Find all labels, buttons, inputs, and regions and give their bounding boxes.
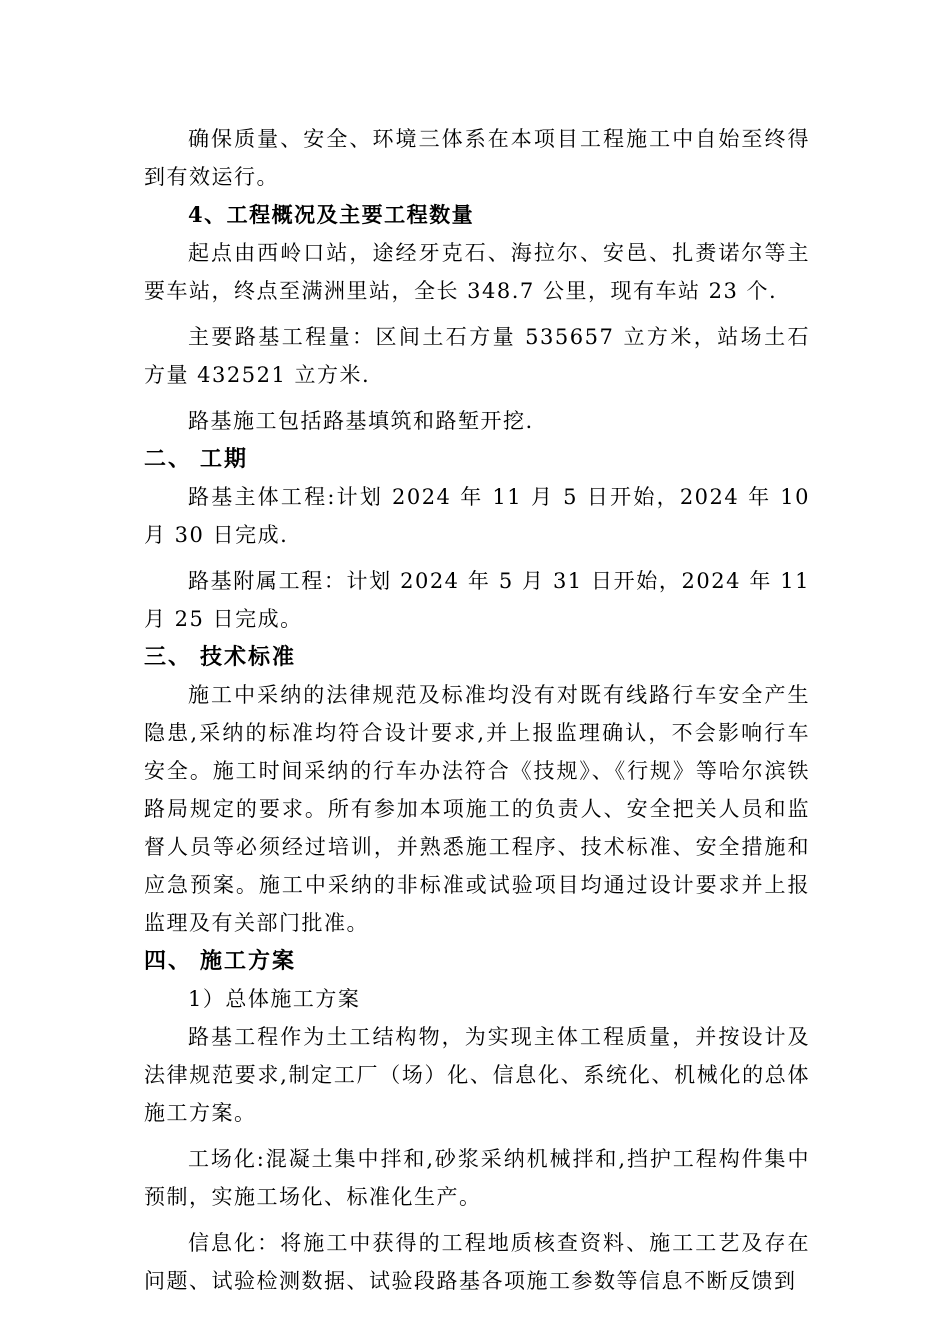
paragraph-earthwork: 主要路基工程量：区间土石方量 535657 立方米，站场土石方量 432521 立方米. — [144, 325, 810, 387]
document-page — [144, 120, 810, 1300]
section-title: 技术标准 — [200, 644, 297, 670]
section-title: 工期 — [200, 446, 249, 472]
section-number: 二、 — [144, 446, 193, 472]
section-heading-schedule — [144, 440, 810, 478]
paragraph-overall-plan: 路基工程作为土工结构物，为实现主体工程质量，并按设计及法律规范要求,制定工厂（场）化、信息化、系统化、机械化的总体施工方案。 — [144, 1025, 810, 1125]
section-number: 三、 — [144, 644, 193, 670]
section-heading-plan — [144, 942, 810, 980]
section-title: 施工方案 — [200, 948, 297, 974]
paragraph-route: 起点由西岭口站，途经牙克石、海拉尔、安邑、扎赉诺尔等主要车站，终点至满洲里站，全长 348.7 公里，现有车站 23 个. — [144, 241, 810, 303]
section-heading-standards — [144, 638, 810, 676]
section-number: 四、 — [144, 948, 193, 974]
paragraph-system-guarantee: 确保质量、安全、环境三体系在本项目工程施工中自始至终得到有效运行。 — [144, 127, 810, 189]
paragraph-subgrade-scope: 路基施工包括路基填筑和路堑开挖. — [188, 409, 534, 433]
paragraph-informatization: 信息化：将施工中获得的工程地质核查资料、施工工艺及存在问题、试验检测数据、试验段路基各项施工参数等信息不断反馈到 — [144, 1231, 810, 1293]
paragraph-ancillary-schedule: 路基附属工程：计划 2024 年 5 月 31 日开始，2024 年 11 月 25 日完成。 — [144, 569, 810, 631]
paragraph-overall-plan-label: 1）总体施工方案 — [188, 987, 361, 1011]
paragraph-standards: 施工中采纳的法律规范及标准均没有对既有线路行车安全产生隐患,采纳的标准均符合设计要求,并上报监理确认，不会影响行车安全。施工时间采纳的行车办法符合《技规》、《行规》等哈尔滨铁路局规定的要求。所有参加本项施工的负责人、安全把关人员和监督人员等必须经过培训，并熟悉施工程序、技术标准、安全措施和应急预案。施工中采纳的非标准或试验项目均通过设计要求并上报监理及有关部门批准。 — [144, 683, 810, 935]
heading-project-overview: 4、工程概况及主要工程数量 — [188, 202, 475, 227]
paragraph-main-schedule: 路基主体工程:计划 2024 年 11 月 5 日开始，2024 年 10 月 30 日完成. — [144, 485, 810, 547]
paragraph-factory: 工场化:混凝土集中拌和,砂浆采纳机械拌和,挡护工程构件集中预制，实施工场化、标准化生产。 — [144, 1147, 810, 1209]
